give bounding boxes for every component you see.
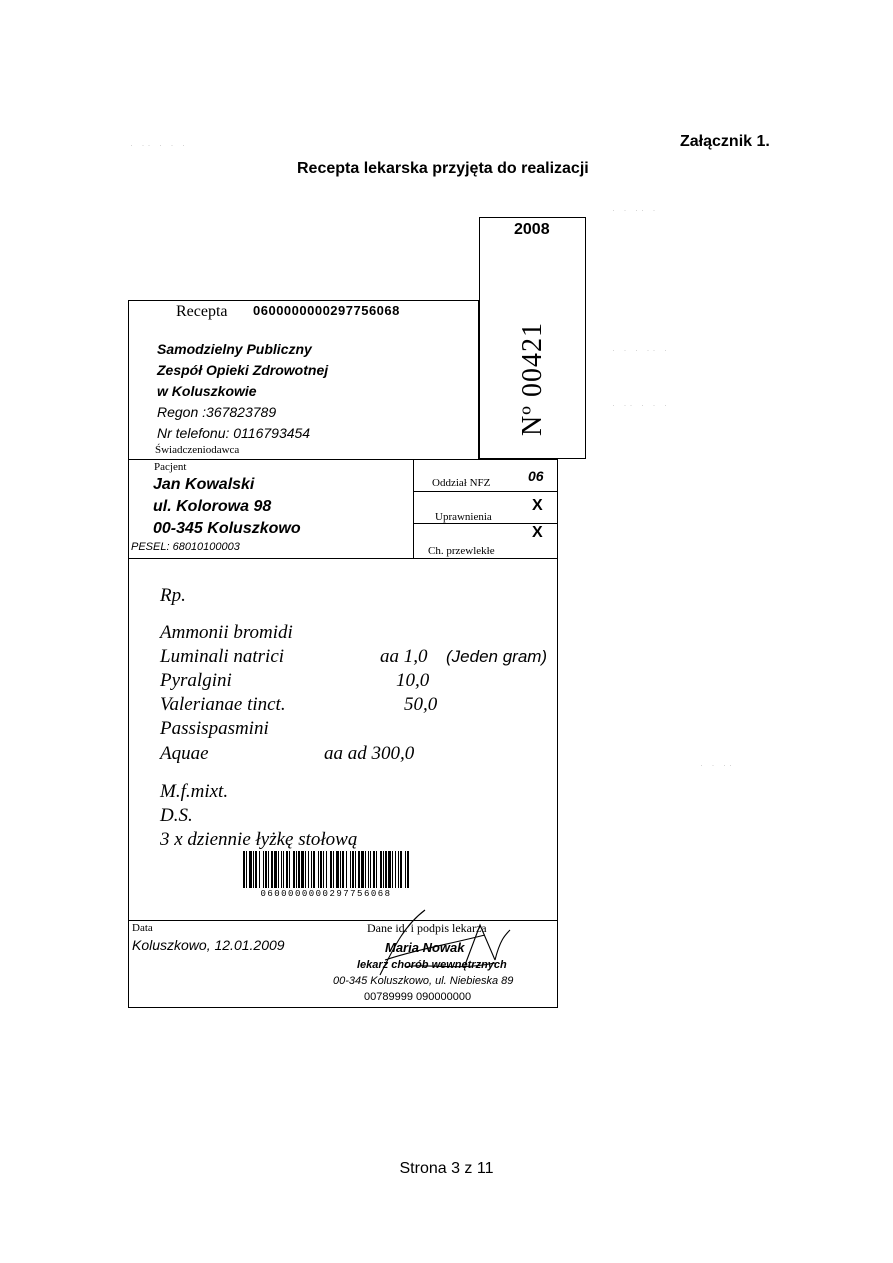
scan-noise: · ·· · · · bbox=[612, 400, 670, 410]
patient-street: ul. Kolorowa 98 bbox=[153, 498, 272, 515]
ingredient: Ammonii bromidi bbox=[160, 622, 293, 643]
nfz-value: 06 bbox=[528, 468, 544, 484]
document-title: Recepta lekarska przyjęta do realizacji bbox=[297, 160, 589, 177]
rp-label: Rp. bbox=[160, 585, 186, 606]
prescription-number-text: Nº 00421 bbox=[516, 322, 548, 436]
annex-label: Załącznik 1. bbox=[680, 133, 770, 150]
ds-label: D.S. bbox=[160, 805, 193, 826]
provider-line: Samodzielny Publiczny bbox=[157, 341, 312, 357]
doctor-address: 00-345 Koluszkowo, ul. Niebieska 89 bbox=[333, 975, 514, 987]
ingredient: Aquae bbox=[160, 743, 209, 764]
scan-noise: · · ·· bbox=[700, 760, 735, 770]
ingredient: Pyralgini bbox=[160, 670, 232, 691]
scan-noise: · · ·· · bbox=[612, 205, 659, 215]
dose: aa ad 300,0 bbox=[324, 743, 415, 764]
recepta-code: 0600000000297756068 bbox=[253, 303, 400, 318]
ingredient: Passispasmini bbox=[160, 718, 269, 739]
provider-caption: Świadczeniodawca bbox=[155, 444, 240, 456]
nfz-label: Oddział NFZ bbox=[432, 477, 491, 489]
patient-pesel: PESEL: 68010100003 bbox=[131, 541, 240, 553]
date-value: Koluszkowo, 12.01.2009 bbox=[132, 937, 285, 953]
ingredient: Luminali natrici bbox=[160, 646, 285, 667]
chronic-label: Ch. przewlekłe bbox=[428, 545, 495, 557]
patient-caption: Pacjent bbox=[154, 461, 187, 473]
dose-note: (Jeden gram) bbox=[446, 647, 548, 666]
provider-line: Zespół Opieki Zdrowotnej bbox=[157, 362, 329, 378]
prescription-number bbox=[480, 305, 585, 453]
dose: 50,0 bbox=[404, 694, 438, 715]
page-number: Strona 3 z 11 bbox=[399, 1160, 494, 1177]
dose: 10,0 bbox=[396, 670, 430, 691]
recepta-label: Recepta bbox=[176, 303, 228, 320]
patient-city: 00-345 Koluszkowo bbox=[153, 520, 301, 537]
barcode-digits: 0600000000297756068 bbox=[260, 889, 392, 899]
mixture-instruction: M.f.mixt. bbox=[160, 781, 229, 802]
barcode bbox=[243, 851, 409, 888]
scan-noise: · · · ·· · bbox=[612, 345, 670, 355]
dose: aa 1,0 bbox=[380, 646, 428, 667]
divider bbox=[413, 459, 414, 559]
divider bbox=[413, 491, 558, 492]
provider-regon: Regon :367823789 bbox=[157, 404, 277, 420]
chronic-value: X bbox=[532, 524, 543, 541]
date-caption: Data bbox=[132, 922, 153, 934]
scan-noise: · ·· · · · bbox=[130, 140, 188, 150]
signature-scribble bbox=[345, 905, 525, 985]
dosage-instruction: 3 x dziennie łyżkę stołową bbox=[160, 829, 358, 850]
patient-name: Jan Kowalski bbox=[153, 476, 255, 493]
rights-value: X bbox=[532, 497, 543, 514]
doctor-numbers: 00789999 090000000 bbox=[364, 991, 472, 1003]
doctor-name: Maria Nowak bbox=[385, 940, 465, 955]
signature-caption: Dane id. i podpis lekarza bbox=[367, 921, 487, 935]
ingredient: Valerianae tinct. bbox=[160, 694, 286, 715]
provider-phone: Nr telefonu: 0116793454 bbox=[157, 425, 311, 441]
rights-label: Uprawnienia bbox=[435, 511, 492, 523]
doctor-specialty: lekarz chorób wewnętrznych bbox=[357, 959, 507, 971]
provider-line: w Koluszkowie bbox=[157, 383, 257, 399]
year: 2008 bbox=[514, 221, 550, 238]
